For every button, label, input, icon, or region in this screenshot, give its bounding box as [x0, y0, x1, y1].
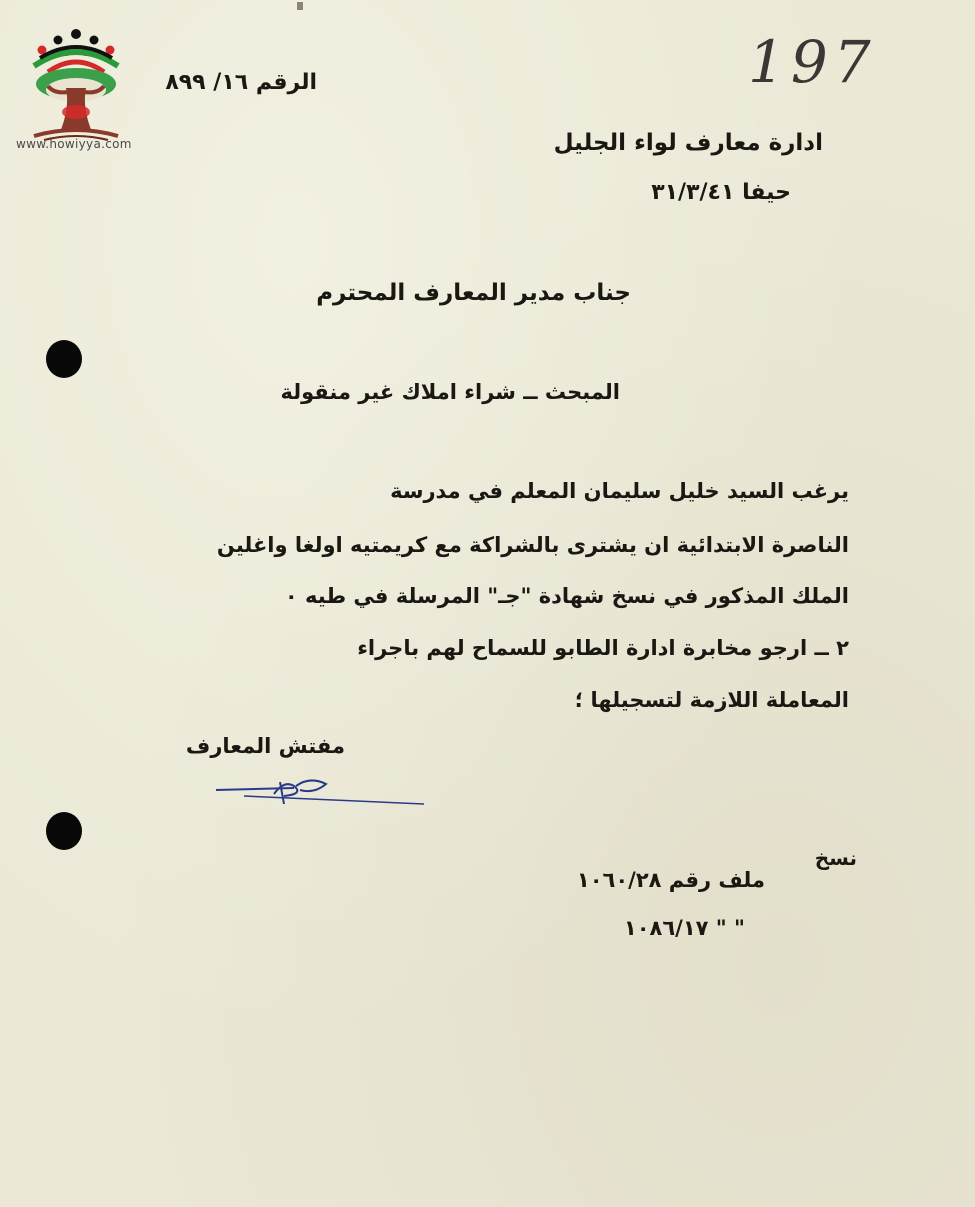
body-line: ٢ ــ ارجو مخابرة ادارة الطابو للسماح لهم باجراء: [357, 636, 849, 660]
copies-line-2: " " ١٠٨٦/١٧: [623, 916, 745, 940]
body-line: يرغب السيد خليل سليمان المعلم في مدرسة: [390, 479, 849, 503]
sender-office: ادارة معارف لواء الجليل: [553, 130, 823, 156]
body-line: الناصرة الابتدائية ان يشترى بالشراكة مع كريمتيه اولغا واغلين: [216, 533, 849, 557]
reference-number: الرقم ١٦/ ٨٩٩: [165, 70, 317, 95]
logo-url: www.howiyya.com: [16, 137, 132, 151]
signature-mark: [214, 772, 429, 812]
punch-hole-top: [46, 340, 82, 378]
subject-line: المبحث ــ شراء املاك غير منقولة: [280, 380, 620, 404]
place-date: حيفا ٣١/٣/٤١: [651, 180, 791, 205]
body-line: المعاملة اللازمة لتسجيلها ؛: [574, 688, 849, 712]
body-line: الملك المذكور في نسخ شهادة "جـ" المرسلة في طيه ٠: [284, 584, 849, 608]
addressee: جناب مدير المعارف المحترم: [316, 280, 631, 306]
copies-line-1: ملف رقم ١٠٦٠/٢٨: [576, 868, 765, 892]
paper-speck: [297, 2, 303, 10]
punch-hole-bottom: [46, 812, 82, 850]
page-number: 197: [748, 28, 877, 96]
signature-title: مفتش المعارف: [185, 734, 345, 758]
copies-label: نسخ: [814, 846, 857, 870]
